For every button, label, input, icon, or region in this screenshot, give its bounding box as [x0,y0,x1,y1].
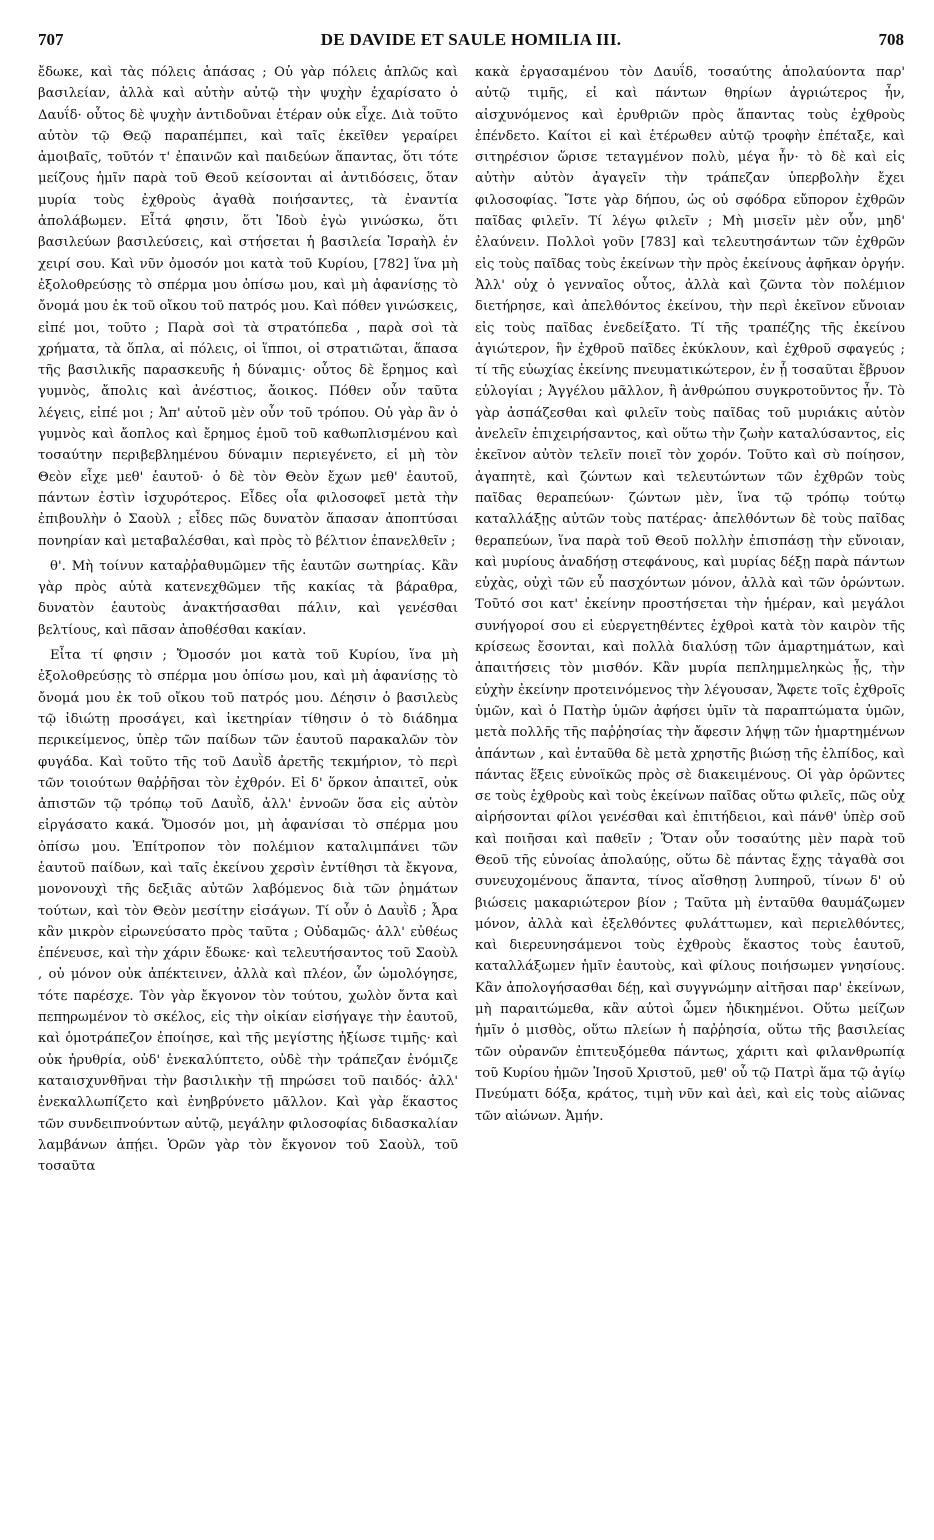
right-page-number: 708 [878,30,904,49]
page-title: DE DAVIDE ET SAULE HOMILIA III. [320,30,622,49]
left-paragraph-1: ἔδωκε, καὶ τὰς πόλεις ἁπάσας ; Οὐ γὰρ πόλεις ἁπλῶς καὶ βασιλείαν, ἀλλὰ καὶ αὐτὴν αὐτῷ τὴν ψυχὴν ἐχαρίσατο ὁ Δαυΐδ· οὗτος δὲ ψυχὴν ἀντιδοῦναι ἑτέραν οὐκ εἶχε. Διὰ τοῦτο αὐτὸν τῷ Θεῷ παραπέμπει, καὶ ταῖς ἐκεῖθεν γεραίρει ἀμοιβαῖς, τοῦτόν τ' ἐπαινῶν καὶ παιδεύων ἅπαντας, ὅτι τότε μείζους ἡμῖν παρὰ τοῦ Θεοῦ κείσονται αἱ ἀντιδόσεις, ὅταν μυρία τοὺς ἐχθροὺς ἀγαθὰ ποιήσαντες, τὰ ἐναντία ἀπολάβωμεν. Εἶτά φησιν, ὅτι Ἰδοὺ ἐγὼ γινώσκω, ὅτι βασιλεύων βασιλεύσεις, καὶ στήσεται ἡ βασιλεία Ἰσραὴλ ἐν χειρί σου. Καὶ νῦν ὀμοσόν μοι κατὰ τοῦ Κυρίου, [782] ἵνα μὴ ἐξολοθρεύσῃς τὸ σπέρμα μου ὀπίσω μου, καὶ μὴ ἀφανίσῃς τὸ ὄνομά μου ἐκ τοῦ οἴκου τοῦ πατρός μου. Καὶ πόθεν γινώσκεις, εἰπέ μοι, τοῦτο ; Παρὰ σοὶ τὰ στρατόπεδα , παρὰ σοὶ τὰ χρήματα, τὰ ὅπλα, αἱ πόλεις, οἱ ἵπποι, οἱ στρατιῶται, ἅπασα τῆς βασιλικῆς παρασκευῆς ἡ δύναμις· οὗτος δὲ ἔρημος καὶ γυμνὸς, ἄπολις καὶ ἀνέστιος, ἄοικος. Πόθεν οὖν ταῦτα λέγεις, εἰπέ μοι ; Ἀπ' αὐτοῦ μὲν οὖν τοῦ τρόπου. Οὐ γὰρ ἂν ὁ γυμνὸς καὶ ἄοπλος καὶ ἔρημος ἐμοῦ τοῦ καθωπλισμένου καὶ τοσαύτην περιβεβλημένου δύναμιν περιεγένετο, εἰ μὴ τὸν Θεὸν εἶχε μεθ' ἑαυτοῦ· ὁ δὲ τὸν Θεὸν ἔχων μεθ' ἑαυτοῦ, πάντων ἐστὶν ἰσχυρότερος. Εἶδες οἷα φιλοσοφεῖ μετὰ τὴν ἐπιβουλὴν ὁ Σαοὺλ ; εἶδες πῶς δυνατὸν ἅπασαν ἀποπτύσαι πονηρίαν καὶ μεταβαλέσθαι, καὶ πρὸς τὸ βέλτιον ἐπανελθεῖν ; [38,65,458,549]
left-page-number: 707 [38,30,64,49]
left-paragraph-2: θ'. Μὴ τοίνυν καταῤῥαθυμῶμεν τῆς ἑαυτῶν σωτηρίας. Κἂν γὰρ πρὸς αὐτὰ κατενεχθῶμεν τῆς κακίας τὰ βάραθρα, δυνατὸν ἑαυτοὺς ἀνακτήσασθαι πάλιν, καὶ γενέσθαι βελτίους, καὶ πᾶσαν ἀποθέσθαι κακίαν. [38,558,458,638]
right-paragraph-1: κακὰ ἐργασαμένου τὸν Δαυΐδ, τοσαύτης ἀπολαύοντα παρ' αὐτῷ τιμῆς, εἰ καὶ πάντων θηρίων ἀγριώτερος ἦν, αἰσχυνόμενος καὶ ἐρυθριῶν πρὸς ἅπαντας τοὺς ἐχθροὺς ἐπένδετο. Καίτοι εἰ καὶ ἑτέρωθεν αὐτῷ τροφὴν ἐπέταξε, καὶ σιτηρέσιον ὥρισε τεταγμένον πολὺ, μέγα ἦν· τὸ δὲ καὶ εἰς αὐτὴν αὐτὸν ἀγαγεῖν τὴν τράπεζαν ὑπερβολὴν ἔχει φιλοσοφίας. Ἴστε γὰρ δήπου, ὡς οὐ σφόδρα εὔπορον ἐχθρῶν παῖδας φιλεῖν. Τί λέγω φιλεῖν ; Μὴ μισεῖν μὲν οὖν, μηδ' ἐλαύνειν. Πολλοὶ γοῦν [783] καὶ τελευτησάντων τῶν ἐχθρῶν εἰς τοὺς παῖδας τοὺς ἐκείνων τὴν πρὸς ἐκείνους ἀφῆκαν ὀργήν. Ἀλλ' οὐχ ὁ γενναῖος οὗτος, ἀλλὰ καὶ ζῶντα τὸν πολέμιον διετήρησε, καὶ ἀπελθόντος ἐκείνου, τὴν περὶ ἐκεῖνον εὔνοιαν εἰς τοὺς παῖδας ἐνεδείξατο. Τί τῆς τραπέζης τῆς ἐκείνου ἁγιώτερον, ἣν ἐχθροῦ παῖδες ἐκύκλουν, καὶ ἐχθροῦ σφαγεύς ; τί τῆς εὐωχίας ἐκείνης πνευματικώτερον, ἐν ᾗ τοσαῦται ἔβρυον εὐλογίαι ; Ἀγγέλου μᾶλλον, ἢ ἀνθρώπου συγκροτοῦντος ἦν. Τὸ γὰρ ἀσπάζεσθαι καὶ φιλεῖν τοὺς παῖδας τοῦ μυριάκις αὐτὸν ἀνελεῖν ἐπιχειρήσαντος, καὶ οὕτω τὴν ζωὴν καταλύσαντος, εἰς ἐκεῖνον αὐτὸν τελεῖν ποιεῖ τὸν χορόν. Τοῦτο καὶ σὺ ποίησον, ἀγαπητὲ, καὶ ζώντων καὶ τελευτώντων τῶν ἐχθρῶν τοὺς παῖδας θεραπεύων· ζώντων μὲν, ἵνα τῷ τρόπῳ τούτῳ καταλλάξῃς αὐτῶν τοὺς πατέρας· ἀπελθόντων δὲ τοὺς παῖδας θεραπεύων, ἵνα παρὰ τοῦ Θεοῦ πολλὴν ἐπισπάσῃ τὴν εὔνοιαν, καὶ μυρίους ἀναδήσῃ στεφάνους, καὶ μυρίας δέξῃ παρὰ πάντων εὐχὰς, οὐχὶ τῶν εὖ πασχόντων μόνον, ἀλλὰ καὶ τῶν ὁρώντων. Τοῦτό σοι κατ' ἐκείνην προστήσεται τὴν ἡμέραν, καὶ μεγάλοι συνήγοροί σου εἰ εὐεργετηθέντες ἐχθροὶ κατὰ τὸν καιρὸν τῆς κρίσεως ἔσονται, καὶ πολλὰ διαλύσῃ τῶν ἁμαρτημάτων, καὶ ἀπαιτήσεις τὸν μισθόν. Κἂν μυρία πεπλημμεληκὼς ᾖς, τὴν εὐχὴν ἐκείνην προτεινόμενος τὴν λέγουσαν, Ἄφετε τοῖς ἐχθροῖς ὑμῶν, καὶ ὁ Πατὴρ ὑμῶν ἀφήσει ὑμῖν τὰ παραπτώματα ὑμῶν, μετὰ πολλῆς τῆς παῤῥησίας τὴν ἄφεσιν λήψῃ τῶν ἡμαρτημένων ἁπάντων , καὶ ἐνταῦθα δὲ μετὰ χρηστῆς βιώσῃ τῆς ἐλπίδος, καὶ πάντας ἕξεις εὐνοϊκῶς πρὸς σὲ διακειμένους. Οἱ γὰρ ὁρῶντες σε τοὺς ἐχθροὺς καὶ τοὺς ἐκείνων παῖδας οὕτω φιλεῖς, πῶς οὐχ αἱρήσονται φίλοι γενέσθαι καὶ ἐπιτήδειοι, καὶ πάνθ' ὑπὲρ σοῦ καὶ ποιῆσαι καὶ παθεῖν ; Ὅταν οὖν τοσαύτης μὲν παρὰ τοῦ Θεοῦ τῆς εὐνοίας ἀπολαύῃς, οὕτω δὲ πάντας ἔχῃς τἀγαθὰ σοι συνευχομένους ἅπαντα, τίνος αἴσθησῃ λυπηροῦ, τίνων δ' οὐ βιώσεις μακαριώτερον βίον ; Ταῦτα μὴ ἐνταῦθα θαυμάζωμεν μόνον, ἀλλὰ καὶ ἐξελθόντες φυλάττωμεν, καὶ περιελθόντες, καὶ διερευνησάμενοι τοὺς ἐχθροὺς ἕκαστος τοὺς ἑαυτοῦ, καταλλάξωμεν ἡμῖν ἑαυτοὺς, καὶ φίλους ποιήσωμεν γνησίους. Κἂν ἀπολογήσασθαι δέῃ, καὶ συγγνώμην αἰτῆσαι παρ' ἐκείνων, μὴ παραιτώμεθα, κἂν αὐτοὶ ὦμεν ἠδικημένοι. Οὕτω μείζων ἡμῖν ὁ μισθὸς, οὕτω πλείων ἡ παῤῥησία, οὕτω τῆς βασιλείας τῶν οὐρανῶν ἐπιτευξόμεθα πάντως, χάριτι καὶ φιλανθρωπίᾳ τοῦ Κυρίου ἡμῶν Ἰησοῦ Χριστοῦ, μεθ' οὗ τῷ Πατρὶ ἅμα τῷ ἁγίῳ Πνεύματι δόξα, κράτος, τιμὴ νῦν καὶ ἀεὶ, καὶ εἰς τοὺς αἰῶνας τῶν αἰώνων. Ἀμήν. [475,65,905,1124]
running-header [38,30,904,52]
left-column [38,62,458,1177]
left-paragraph-3: Εἶτα τί φησιν ; Ὄμοσόν μοι κατὰ τοῦ Κυρίου, ἵνα μὴ ἐξολοθρεύσῃς τὸ σπέρμα μου ὀπίσω μου, καὶ μὴ ἀφανίσῃς τὸ ὄνομά μου ἐκ τοῦ οἴκου τοῦ πατρός μου. Δέησιν ὁ βασιλεὺς τῷ ἰδιώτῃ προσάγει, καὶ ἱκετηρίαν τίθησιν ὁ τὸ διάδημα περικείμενος, ὑπὲρ τῶν παίδων τῶν ἑαυτοῦ παρακαλῶν τὸν φυγάδα. Καὶ τοῦτο τῆς τοῦ Δαυῒδ ἀρετῆς τεκμήριον, τὸ περὶ τῶν τοιούτων θαῤῥῆσαι τὸν ἐχθρόν. Εἰ δ' ὅρκον ἀπαιτεῖ, οὐκ ἀπιστῶν τῷ τρόπῳ τοῦ Δαυῒδ, ἀλλ' ἐννοῶν ὅσα εἰς αὐτὸν εἰργάσατο κακά. Ὄμοσόν μοι, μὴ ἀφανίσαι τὸ σπέρμα μου ὀπίσω μου. Ἐπίτροπον τὸν πολέμιον καταλιμπάνει τῶν ἑαυτοῦ παίδων, καὶ ταῖς ἐκείνου χερσὶν ἐντίθησι τὰ ἔκγονα, μονονουχὶ τῆς δεξιᾶς αὐτῶν λαβόμενος διὰ τῶν ῥημάτων τούτων, καὶ τὸν Θεὸν μεσίτην εἰσάγων. Τί οὖν ὁ Δαυῒδ ; Ἆρα κἂν μικρὸν εἰρωνεύσατο πρὸς ταῦτα ; Οὐδαμῶς· ἀλλ' εὐθέως ἐπένευσε, καὶ τὴν χάριν ἔδωκε· καὶ τελευτήσαντος τοῦ Σαοὺλ , οὐ μόνον οὐκ ἀπέκτεινεν, ἀλλὰ καὶ πλέον, ὧν ὡμολόγησε, τότε παρέσχε. Τὸν γὰρ ἔκγονον τὸν τούτου, χωλὸν ὄντα καὶ πεπηρωμένον τὸ σκέλος, εἰς τὴν οἰκίαν εἰσήγαγε τὴν ἑαυτοῦ, καὶ ὁμοτράπεζον ἐποίησε, καὶ τῆς μεγίστης ἠξίωσε τιμῆς· καὶ οὐκ ἠρυθρία, οὐδ' ἐνεκαλύπτετο, οὐδὲ τὴν τράπεζαν ἐνόμιζε καταισχυνθῆναι τὴν βασιλικὴν τῇ πηρώσει τοῦ παιδός· ἀλλ' ἐνεκαλλωπίζετο καὶ ἐνηβρύνετο μᾶλλον. Καὶ γὰρ ἕκαστος τῶν συνδειπνούντων αὐτῷ, μεγάλην φιλοσοφίας διδασκαλίαν λαμβάνων ἀπῄει. Ὁρῶν γὰρ τὸν ἔκγονον τοῦ Σαοὺλ, τοῦ τοσαῦτα [38,648,458,1175]
right-column [475,62,905,1127]
